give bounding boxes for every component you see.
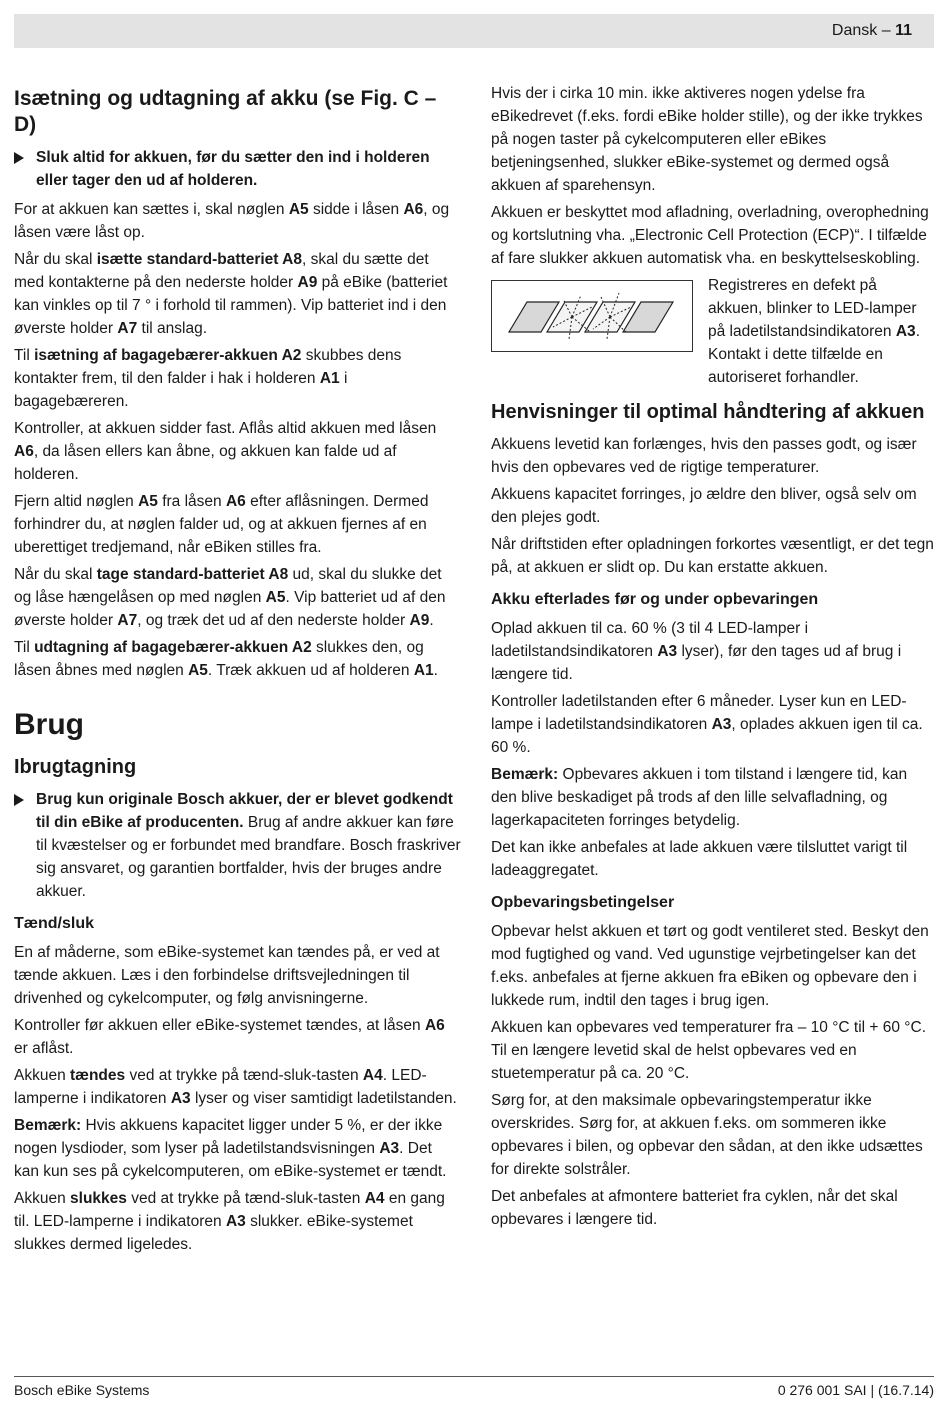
warning-text: Sluk altid for akkuen, før du sætter den ind i holderen eller tager den ud af holderen. [36,149,430,189]
paragraph: Kontroller, at akkuen sidder fast. Aflås altid akkuen med låsen A6, da låsen ellers kan åbne, og akkuen kan falde ud af holderen. [14,420,437,483]
note-paragraph: Bemærk: Opbevares akkuen i tom tilstand i længere tid, kan den blive beskadiget på trods af den lille selvafladning, og lagerkapaciteten forringes betydelig. [491,766,908,829]
led-defect-text: Registreres en defekt på akkuen, blinker to LED-lamper på ladetilstandsindikatoren A3. Kontakt i dette tilfælde en autoriseret forhandler. [708,277,920,386]
warning-text-bold: Brug kun originale Bosch akkuer, der er blevet godkendt til din eBike af producenten. [36,791,453,831]
header-language: Dansk [831,22,878,39]
paragraph: Når du skal tage standard-batteriet A8 ud, skal du slukke det og låse hængelåsen op med nøglen A5. Vip batteriet ud af den øverste holder A7, og træk det ud af den nederste holder A9. [14,566,446,629]
paragraph: Akkuens kapacitet forringes, jo ældre den bliver, også selv om den plejes godt. [491,486,917,526]
paragraph: Når du skal isætte standard-batteriet A8, skal du sætte det med kontakterne på den nederste holder A9 på eBike (batteriet kan vinkles op til 7 ° i forhold til rammen). Vip batteriet ind i den øverste holder A7 til anslag. [14,251,448,337]
page-header [14,14,934,48]
warning-triangle-icon [14,152,24,164]
left-column [14,82,461,1260]
footer-divider [14,1376,934,1377]
paragraph: Akkuen slukkes ved at trykke på tænd-sluk-tasten A4 en gang til. LED-lamperne i indikatoren A3 slukker. eBike-systemet slukkes dermed ligeledes. [14,1190,445,1253]
section-title-insert-remove: Isætning og udtagning af akku (se Fig. C – D) [14,87,437,136]
subsection-title-ibrugtagning: Ibrugtagning [14,756,137,778]
page-header-label [832,22,912,40]
paragraph: Oplad akkuen til ca. 60 % (3 til 4 LED-lamper i ladetilstandsindikatoren A3 lyser), før den tages ud af brug i længere tid. [491,620,902,683]
paragraph: Hvis der i cirka 10 min. ikke aktiveres nogen ydelse fra eBikedrevet (f.eks. fordi eBike holder stille), og der ikke trykkes på nogen taster på cykelcomputeren eller eBikes betjeningsenhed, slukker eBike-systemet og dermed også akkuen af sparehensyn. [491,85,923,194]
paragraph: En af måderne, som eBike-systemet kan tændes på, er ved at tænde akkuen. Læs i den forbindelse driftsvejledningen til drivenhed og cykelcomputer, og følg anvisningerne. [14,944,440,1007]
led-indicator-figure [491,280,693,352]
header-separator: – [877,22,896,39]
footer-company: Bosch eBike Systems [14,1382,150,1398]
paragraph: Kontroller ladetilstanden efter 6 måneder. Lyser kun en LED-lampe i ladetilstandsindikatoren A3, oplades akkuen igen til ca. 60 %. [491,693,923,756]
page-number: 11 [895,22,912,39]
paragraph: Fjern altid nøglen A5 fra låsen A6 efter aflåsningen. Dermed forhindrer du, at nøglen falder ud, og at akkuen fjernes af en uberettiget tredjemand, når eBiken stilles fra. [14,493,429,556]
paragraph: Det kan ikke anbefales at lade akkuen være tilsluttet varigt til ladeaggregatet. [491,839,908,879]
paragraph: Akkuen kan opbevares ved temperaturer fra – 10 °C til + 60 °C. Til en længere levetid skal de helst opbevares ved en stuetemperatur på ca. 20 °C. [491,1019,926,1082]
subsection-title-storage-conditions: Opbevaringsbetingelser [491,894,675,911]
section-title-brug: Brug [14,708,84,741]
paragraph: Sørg for, at den maksimale opbevaringstemperatur ikke overskrides. Sørg for, at akkuen f.eks. om sommeren ikke opbevares i bilen, og opbevar den sådan, at den ikke udsættes for direkte solstråler. [491,1092,923,1178]
led-blink-illustration [497,287,687,345]
subsection-title-storage-charge: Akku efterlades før og under opbevaringen [491,591,819,608]
paragraph: Det anbefales at afmontere batteriet fra cyklen, når det skal opbevares i længere tid. [491,1188,898,1228]
warning-original-batteries [14,788,461,903]
subsection-title-taend-sluk: Tænd/sluk [14,915,95,932]
paragraph: For at akkuen kan sættes i, skal nøglen A5 sidde i låsen A6, og låsen være låst op. [14,201,450,241]
paragraph: Til isætning af bagagebærer-akkuen A2 skubbes dens kontakter frem, til den falder i hak i holderen A1 i bagagebæreren. [14,347,402,410]
paragraph: Opbevar helst akkuen et tørt og godt ventileret sted. Beskyt den mod fugtighed og vand. Ved ugunstige vejrbetingelser kan det f.eks. anbefales at fjerne akkuen fra eBiken og opbevare den i lukkede rum, indtil den tages i brug igen. [491,923,929,1009]
warning-text: Brug af andre akkuer kan føre til kvæstelser og er forbundet med brandfare. Bosch fraskriver sig ansvaret, og garantien bortfalder, hvis der bruges andre akkuer. [36,814,461,900]
paragraph: Til udtagning af bagagebærer-akkuen A2 slukkes den, og låsen åbnes med nøglen A5. Træk akkuen ud af holderen A1. [14,639,438,679]
right-column [491,82,934,1235]
paragraph: Akkuen er beskyttet mod afladning, overladning, overophedning og kortslutning vha. „Electronic Cell Protection (ECP)“. I tilfælde af fare slukker akkuen automatisk vha. en beskyttelseskobling. [491,204,929,267]
section-title-handling: Henvisninger til optimal håndtering af akkuen [491,401,925,423]
footer-doc-code: 0 276 001 SAI | (16.7.14) [777,1382,934,1398]
paragraph: Kontroller før akkuen eller eBike-systemet tændes, at låsen A6 er aflåst. [14,1017,445,1057]
led-defect-figure-row [491,274,934,389]
paragraph: Akkuens levetid kan forlænges, hvis den passes godt, og især hvis den opbevares ved de rigtige temperaturer. [491,436,917,476]
warning-switch-off [14,146,461,192]
paragraph: Når driftstiden efter opladningen forkortes væsentligt, er det tegn på, at akkuen er slidt op. Du kan erstatte akkuen. [491,536,934,576]
paragraph: Akkuen tændes ved at trykke på tænd-sluk-tasten A4. LED-lamperne i indikatoren A3 lyser og viser samtidigt ladetilstanden. [14,1067,457,1107]
note-paragraph: Bemærk: Hvis akkuens kapacitet ligger under 5 %, er der ikke nogen lysdioder, som lyser på ladetilstandsvisningen A3. Det kan kun ses på cykelcomputeren, om eBike-systemet er tændt. [14,1117,447,1180]
warning-triangle-icon [14,794,24,806]
